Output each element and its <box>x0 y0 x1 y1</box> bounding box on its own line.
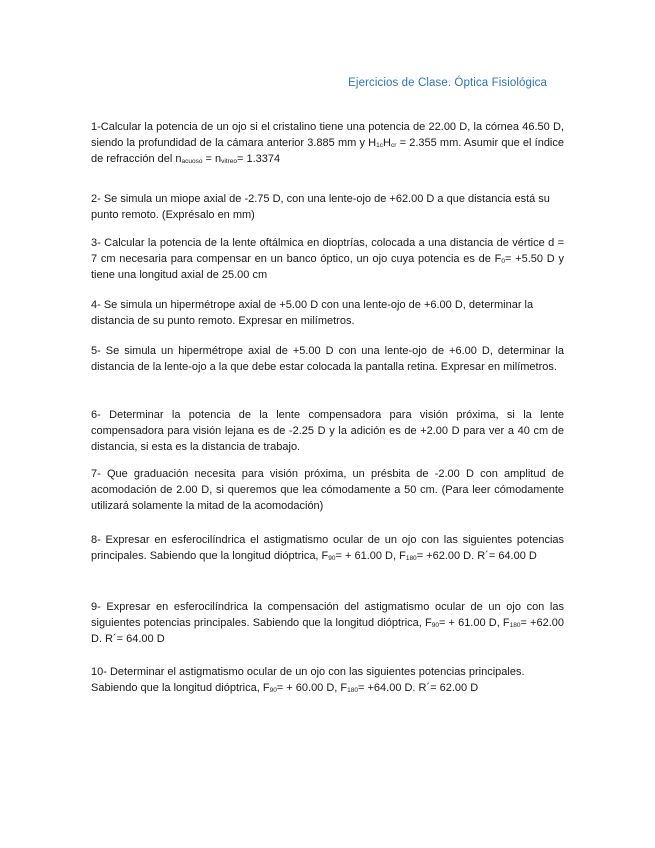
page-header-title: Ejercicios de Clase. Óptica Fisiológica <box>348 77 547 89</box>
exercise-2: 2- Se simula un miope axial de -2.75 D, con una lente-ojo de +62.00 D a que distancia está su punto remoto. (Exprésalo en mm) <box>91 193 550 221</box>
exercise-9: 9- Expresar en esferocilíndrica la compensación del astigmatismo ocular de un ojo con las siguientes potencias principales. Sabiendo que la longitud dióptrica, $F_{90}= + 61.00$ D, $F_{180}= +62.00$ D. R´= 64.00 D <box>91 601 564 645</box>
exercise-4: 4- Se simula un hipermétrope axial de +5.00 D con una lente-ojo de +6.00 D, determinar la distancia de su punto remoto. Expresar en milímetros. <box>91 299 534 327</box>
exercise-10: 10- Determinar el astigmatismo ocular de un ojo con las siguientes potencias principales. Sabiendo que la longitud dióptrica, $F_{90}= + 60.00$ D, $F_{180}= +64.00$ D. R´= 62.00 D <box>91 666 525 694</box>
exercise-8: 8- Expresar en esferocilíndrica el astigmatismo ocular de un ojo con las siguientes potencias principales. Sabiendo que la longitud dióptrica, $F_{90}= + 61.00$ D, $F_{180}= +62.00$ D. R´= 64.00 D <box>91 534 564 562</box>
exercise-5: 5- Se simula un hipermétrope axial de +5.00 D con una lente-ojo de +6.00 D, determinar la distancia de la lente-ojo a la que debe estar colocada la pantalla retina. Expresar en milímetros. <box>91 345 564 373</box>
exercise-6: 6- Determinar la potencia de la lente compensadora para visión próxima, si la lente compensadora para visión lejana es de -2.25 D y la adición es de +2.00 D para ver a 40 cm de distancia, si esta es la distancia de trabajo. <box>91 409 564 453</box>
exercise-1: 1-Calcular la potencia de un ojo si el cristalino tiene una potencia de 22.00 D, la córnea 46.50 D, siendo la profundidad de la cámara anterior 3.885 mm y $H_{1c}H_{cr} = 2.355$ mm. Asumir que el índice de refracción del $n_{acuoso} = n_{vitreo}= 1.3374$ <box>91 121 564 165</box>
exercise-7: 7- Que graduación necesita para visión próxima, un présbita de -2.00 D con amplitud de acomodación de 2.00 D, si queremos que lea cómodamente a 50 cm. (Para leer cómodamente utilizará solamente la mitad de la acomodación) <box>91 468 564 512</box>
exercise-3: 3- Calcular la potencia de la lente oftálmica en dioptrías, colocada a una distancia de vértice d = 7 cm necesaria para compensar en un banco óptico, un ojo cuya potencia es de $F_0= +5.50$ D y tiene una longitud axial de 25.00 cm <box>91 237 564 281</box>
